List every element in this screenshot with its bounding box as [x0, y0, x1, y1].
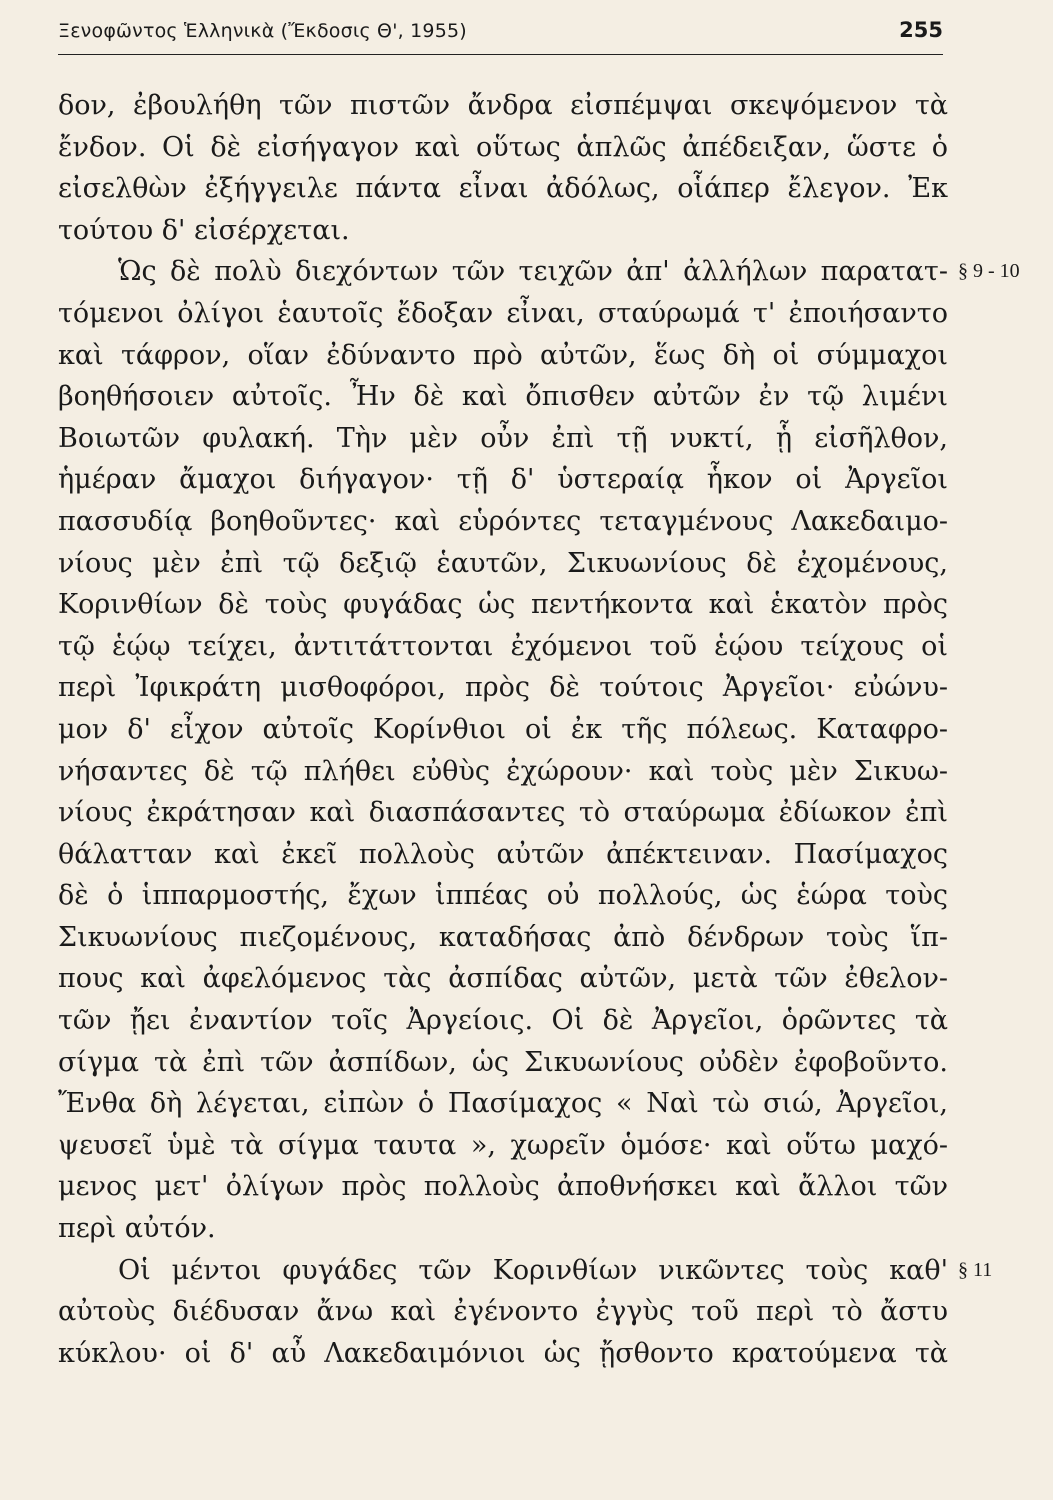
text-line: Ὡς δὲ πολὺ διεχόντων τῶν τειχῶν ἀπ' ἀλλήλων παρατατ-	[118, 256, 948, 288]
text-line: τῷ ἑῴῳ τείχει, ἀντιτάττονται ἐχόμενοι τοῦ ἑῴου τείχους οἱ	[58, 630, 948, 662]
text-line: τῶν ᾔει ἐναντίον τοῖς Ἀργείοις. Οἱ δὲ Ἀργεῖοι, ὁρῶντες τὰ	[58, 1005, 948, 1037]
text-line: Κορινθίων δὲ τοὺς φυγάδας ὡς πεντήκοντα καὶ ἑκατὸν πρὸς	[58, 589, 948, 621]
text-line: ἔνδον. Οἱ δὲ εἰσήγαγον καὶ οὕτως ἁπλῶς ἀπέδειξαν, ὥστε ὁ	[58, 131, 948, 163]
text-line: καὶ τάφρον, οἵαν ἐδύναντο πρὸ αὐτῶν, ἕως δὴ οἱ σύμμαχοι	[58, 339, 948, 371]
text-line: σίγμα τὰ ἐπὶ τῶν ἀσπίδων, ὡς Σικυωνίους οὐδὲν ἐφοβοῦντο.	[58, 1046, 948, 1078]
text-line: ψευσεῖ ὑμὲ τὰ σίγμα ταυτα », χωρεῖν ὁμόσε· καὶ οὕτω μαχό-	[58, 1129, 948, 1161]
section-margin-note: § 9 - 10	[958, 260, 1020, 283]
text-line: τόμενοι ὀλίγοι ἑαυτοῖς ἔδοξαν εἶναι, σταύρωμά τ' ἐποιήσαντο	[58, 297, 948, 329]
text-line: πους καὶ ἀφελόμενος τὰς ἀσπίδας αὐτῶν, μετὰ τῶν ἐθελον-	[58, 963, 948, 995]
text-line: Σικυωνίους πιεζομένους, καταδήσας ἀπὸ δένδρων τοὺς ἵπ-	[58, 921, 948, 953]
text-line: νίους ἐκράτησαν καὶ διασπάσαντες τὸ σταύρωμα ἐδίωκον ἐπὶ	[58, 797, 948, 829]
text-line: τούτου δ' εἰσέρχεται.	[58, 214, 350, 246]
section-margin-note: § 11	[958, 1258, 993, 1281]
text-line: μενος μετ' ὀλίγων πρὸς πολλοὺς ἀποθνήσκει καὶ ἄλλοι τῶν	[58, 1171, 948, 1203]
text-line: νίους μὲν ἐπὶ τῷ δεξιῷ ἑαυτῶν, Σικυωνίους δὲ ἐχομένους,	[58, 547, 948, 579]
text-line: αὐτοὺς διέδυσαν ἄνω καὶ ἐγένοντο ἐγγὺς τοῦ περὶ τὸ ἄστυ	[58, 1296, 948, 1328]
running-head	[58, 18, 943, 58]
text-line: δον, ἐβουλήθη τῶν πιστῶν ἄνδρα εἰσπέμψαι σκεψόμενον τὰ	[58, 90, 948, 121]
text-line: νήσαντες δὲ τῷ πλήθει εὐθὺς ἐχώρουν· καὶ τοὺς μὲν Σικυω-	[58, 755, 948, 787]
text-line: θάλατταν καὶ ἐκεῖ πολλοὺς αὐτῶν ἀπέκτειναν. Πασίμαχος	[58, 838, 948, 870]
text-line: Βοιωτῶν φυλακή. Τὴν μὲν οὖν ἐπὶ τῇ νυκτί, ᾗ εἰσῆλθον,	[58, 422, 948, 454]
text-line: περὶ αὐτόν.	[58, 1213, 216, 1245]
page-number: 255	[899, 18, 943, 42]
text-line: εἰσελθὼν ἐξήγγειλε πάντα εἶναι ἀδόλως, οἷάπερ ἔλεγον. Ἐκ	[58, 173, 948, 205]
text-line: βοηθήσοιεν αὐτοῖς. Ἦν δὲ καὶ ὄπισθεν αὐτῶν ἐν τῷ λιμένι	[58, 381, 948, 413]
text-line: δὲ ὁ ἱππαρμοστής, ἔχων ἱππέας οὐ πολλούς, ὡς ἑώρα τοὺς	[58, 880, 948, 912]
greek-text-body	[58, 85, 1020, 1374]
text-line: πασσυδίᾳ βοηθοῦντες· καὶ εὑρόντες τεταγμένους Λακεδαιμο-	[58, 505, 948, 537]
text-line: Οἱ μέντοι φυγάδες τῶν Κορινθίων νικῶντες τοὺς καθ'	[118, 1254, 948, 1286]
text-line: κύκλου· οἱ δ' αὖ Λακεδαιμόνιοι ὡς ᾔσθοντο κρατούμενα τὰ	[58, 1337, 948, 1369]
text-line: Ἔνθα δὴ λέγεται, εἰπὼν ὁ Πασίμαχος « Ναὶ τὼ σιώ, Ἀργεῖοι,	[58, 1088, 948, 1120]
text-line: περὶ Ἰφικράτη μισθοφόροι, πρὸς δὲ τούτοις Ἀργεῖοι· εὐώνυ-	[58, 672, 948, 704]
text-line: ἡμέραν ἄμαχοι διήγαγον· τῇ δ' ὑστεραίᾳ ἧκον οἱ Ἀργεῖοι	[58, 464, 948, 496]
text-line: μον δ' εἶχον αὐτοῖς Κορίνθιοι οἱ ἐκ τῆς πόλεως. Καταφρο-	[58, 713, 948, 745]
running-head-title: Ξενοφῶντος Ἑλληνικὰ (Ἔκδοσις Θ', 1955)	[58, 20, 467, 42]
header-rule	[58, 54, 943, 55]
